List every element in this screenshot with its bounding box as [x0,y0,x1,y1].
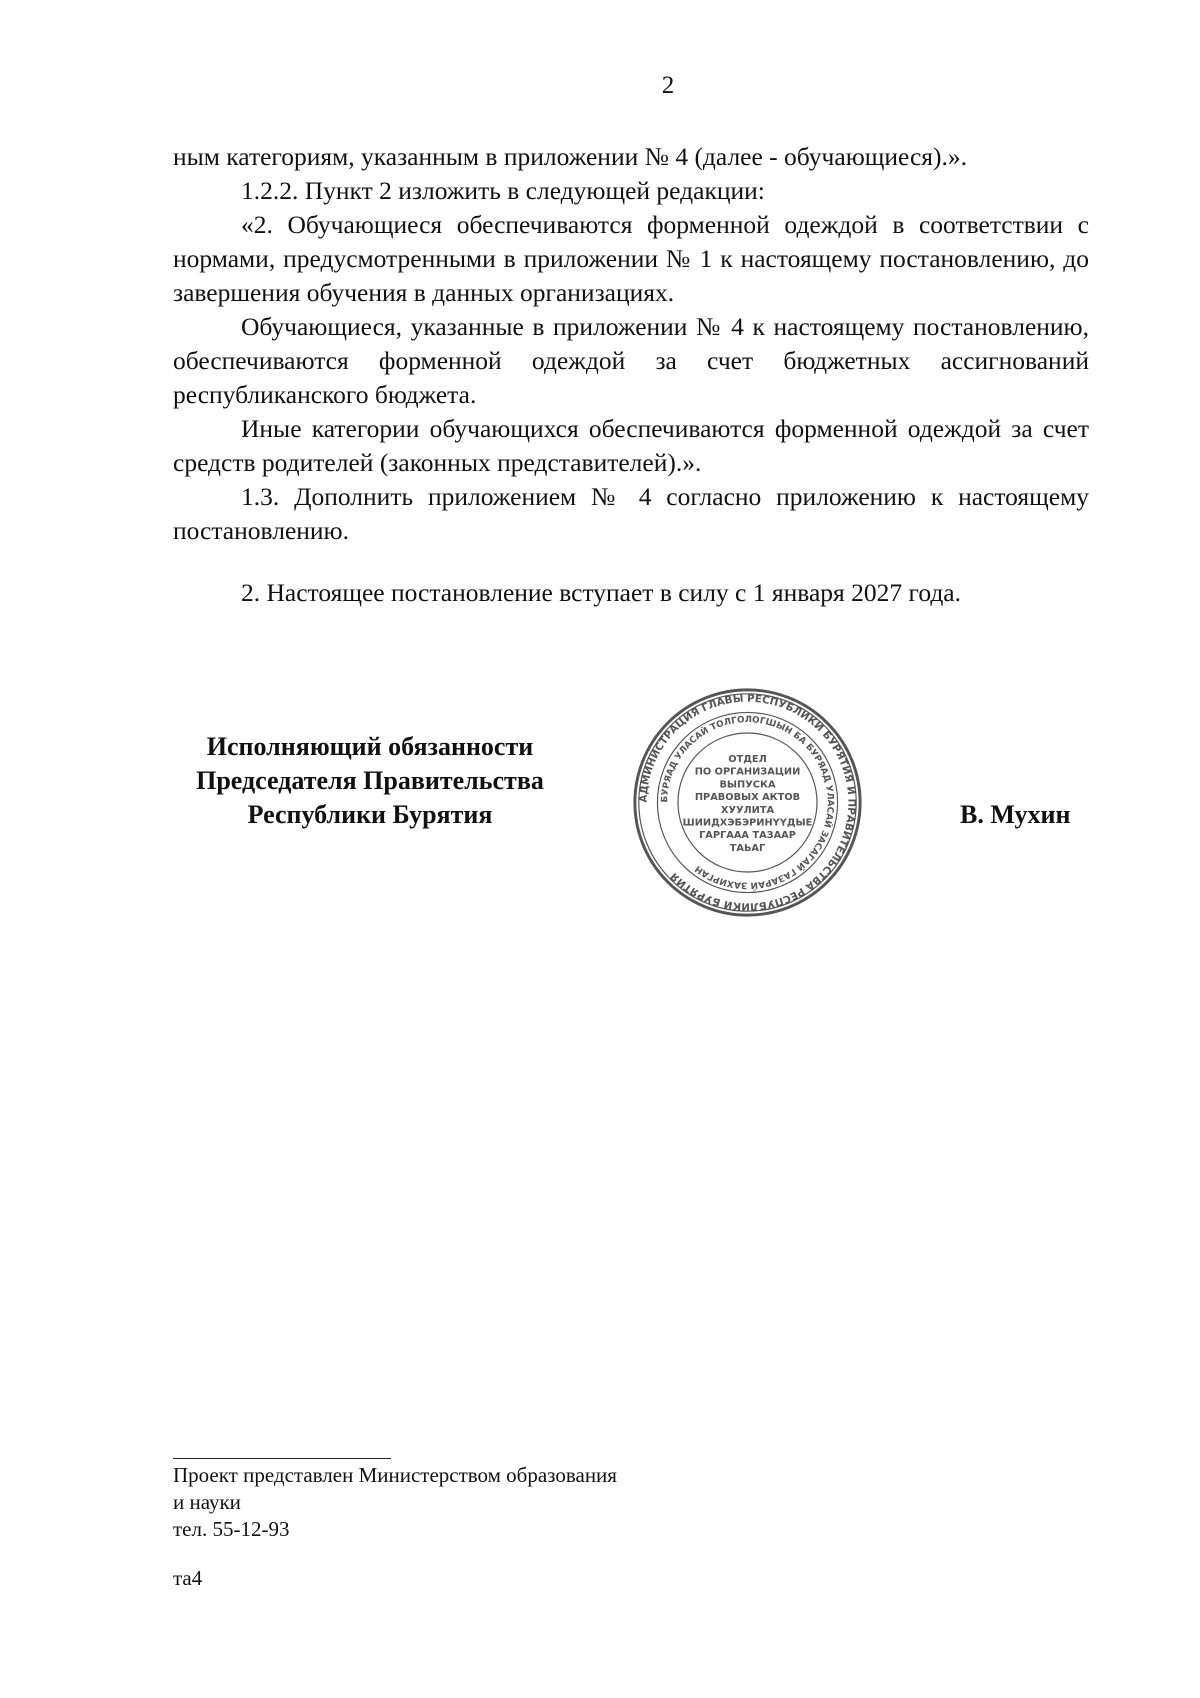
paragraph: «2. Обучающиеся обеспечиваются форменной одеждой в соответствии с нормами, предусмотренными в приложении № 1 к настоящему постановлению, до завершения обучения в данных организациях. [173,210,1089,307]
stamp-center-line: ХУУЛИТА [720,804,775,816]
paragraph: 2. Настоящее постановление вступает в силу с 1 января 2027 года. [241,578,962,607]
signatory-title-line: Республики Бурятия [247,800,493,829]
paragraph: 1.3. Дополнить приложением № 4 согласно приложению к настоящему постановлению. [173,482,1089,545]
official-seal-stamp [630,685,865,920]
stamp-center-line: ОТДЕЛ [728,753,767,765]
page-number: 2 [661,72,675,99]
stamp-center-line: ПО ОРГАНИЗАЦИИ [694,766,801,778]
paragraph: ным категориям, указанным в приложении № 4 (далее - обучающиеся).». [173,142,968,171]
stamp-center-line: ТАЬАГ [729,842,766,854]
signatory-title-line: Председателя Правительства [196,766,544,795]
stamp-center-line: ГАРГААА ТАЗААР [699,830,796,842]
document-body [173,140,1089,610]
stamp-center-line: ПРАВОВЫХ АКТОВ [694,792,801,804]
paragraph: 1.2.2. Пункт 2 изложить в следующей редакции: [241,176,765,205]
signatory-name: В. Мухин [960,800,1071,829]
footer-line: и науки [173,1490,241,1514]
signatory-title [160,730,580,832]
paragraph: Обучающиеся, указанные в приложении № 4 к настоящему постановлению, обеспечиваются форменной одеждой за счет бюджетных ассигнований республиканского бюджета. [173,312,1089,409]
svg-text:БУРЯАД УЛАСАЙ ТОЛГОЛОГШЫН БА Б: БУРЯАД УЛАСАЙ ТОЛГОЛОГШЫН БА БУРЯАД УЛАСАЙ ЗАСАГАЙ ГАЗАРАЙ ЗАХИРГАН [660,715,835,890]
footer-line: Проект представлен Министерством образования [173,1463,617,1487]
stamp-center-line: ВЫПУСКА [719,779,776,791]
svg-text:АДМИНИСТРАЦИЯ ГЛАВЫ РЕСПУБЛИКИ: АДМИНИСТРАЦИЯ ГЛАВЫ РЕСПУБЛИКИ БУРЯТИЯ И ПРАВИТЕЛЬСТВА РЕСПУБЛИКИ БУРЯТИЯ [637,692,858,913]
document-code: та4 [173,1566,203,1590]
footer-divider [173,1458,391,1459]
signatory-title-line: Исполняющий обязанности [206,732,534,761]
footer-line: тел. 55-12-93 [173,1517,290,1541]
stamp-center-line: ШИИДХЭБЭРИНҮҮДЫЕ [682,817,813,829]
footer-note [173,1462,617,1592]
paragraph: Иные категории обучающихся обеспечиваются форменной одеждой за счет средств родителей (законных представителей).». [173,414,1089,477]
